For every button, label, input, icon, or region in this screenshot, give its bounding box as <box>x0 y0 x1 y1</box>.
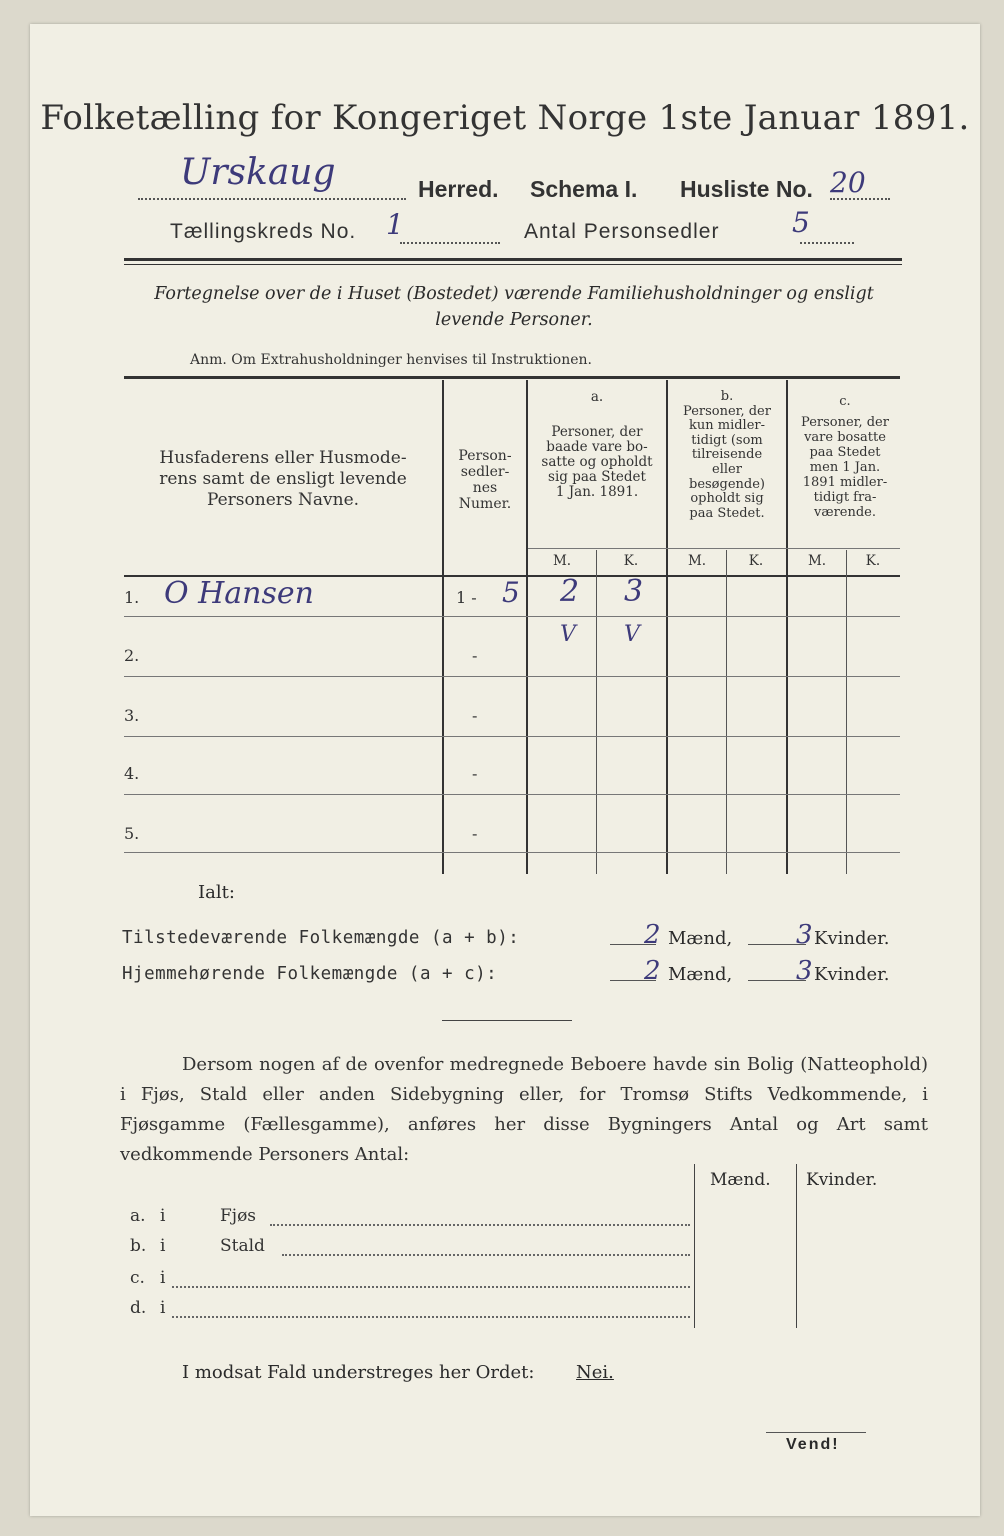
bld-row-b-label: Stald <box>220 1236 265 1256</box>
a-k-label: K. <box>623 553 639 569</box>
bld-row-a-letter: a. <box>130 1206 146 1226</box>
bld-row-a-dots <box>270 1224 690 1226</box>
bld-row-c-i: i <box>160 1268 166 1288</box>
vline-c-mk <box>846 550 847 874</box>
husliste-label: Husliste No. <box>680 176 813 202</box>
husliste-dotline <box>830 182 890 200</box>
vend-label: Vend! <box>786 1436 840 1453</box>
bld-row-b-letter: b. <box>130 1236 147 1256</box>
anm-note: Anm. Om Extrahusholdninger henvises til Instruktionen. <box>190 352 592 368</box>
row-5-num-prefix: - <box>472 824 478 843</box>
intro-line-2: levende Personer. <box>435 310 593 330</box>
row-line-3 <box>124 736 900 737</box>
total-line-2-k: 3 <box>796 956 813 986</box>
total-line-1-maend: Mænd, <box>668 928 733 949</box>
ialt-label: Ialt: <box>198 882 235 903</box>
row-3-number: 3. <box>124 706 140 725</box>
header-rule-top <box>124 258 902 261</box>
antal-label: Antal Personsedler <box>524 220 720 243</box>
intro-line-1: Fortegnelse over de i Huset (Bostedet) værende Familiehusholdninger og ensligt <box>154 284 874 304</box>
mk-top-line <box>528 548 900 549</box>
kreds-dotline <box>400 228 500 244</box>
total-line-2-maend: Mænd, <box>668 964 733 985</box>
a-m-label: M. <box>552 553 572 569</box>
total-line-1-k: 3 <box>796 920 813 950</box>
b-m-label: M. <box>687 553 707 569</box>
col-num-header: Person- sedler- nes Numer. <box>458 448 512 512</box>
bld-row-a-label: Fjøs <box>220 1206 257 1226</box>
bld-vline-1 <box>694 1164 695 1328</box>
row-line-1 <box>124 616 900 617</box>
col-c-header: c. Personer, der vare bosatte paa Stedet men 1 Jan. 1891 midler- tidigt fra- værende. <box>801 394 889 520</box>
form-title: Folketælling for Kongeriget Norge 1ste Januar 1891. <box>40 98 970 138</box>
total-line-1-m: 2 <box>644 920 661 950</box>
husliste-value: 20 <box>830 166 866 199</box>
bld-row-d-letter: d. <box>130 1298 147 1318</box>
total-line-2-label: Hjemmehørende Folkemængde (a + c): <box>122 964 498 984</box>
total-line-1-label: Tilstedeværende Folkemængde (a + b): <box>122 928 520 948</box>
vend-line <box>766 1432 866 1433</box>
row-1-number: 1. <box>124 588 140 607</box>
total-line-2-kvinder: Kvinder. <box>814 964 890 985</box>
kreds-value: 1 <box>386 208 404 241</box>
c-m-label: M. <box>807 553 827 569</box>
total-line-1-kvinder: Kvinder. <box>814 928 890 949</box>
c-k-label: K. <box>865 553 881 569</box>
row-2-a-m: V <box>560 622 576 647</box>
nei-word: Nei. <box>576 1362 614 1383</box>
bld-row-a-i: i <box>160 1206 166 1226</box>
buildings-paragraph: Dersom nogen af de ovenfor medregnede Beboere havde sin Bolig (Natteophold) i Fjøs, Stald eller anden Sidebygning eller, for Tromsø Stifts Vedkommende, i Fjøsgamme (Fællesgamme), anføres her disse Bygningers Antal og Art samt vedkommende Personers Antal: <box>120 1054 928 1165</box>
b-k-label: K. <box>748 553 764 569</box>
row-1-a-m: 2 <box>560 574 580 609</box>
bld-row-c-letter: c. <box>130 1268 145 1288</box>
modsat-text: I modsat Fald understreges her Ordet: <box>182 1362 535 1383</box>
antal-value: 5 <box>792 206 810 239</box>
row-line-5 <box>124 852 900 853</box>
bld-vline-2 <box>796 1164 797 1328</box>
row-line-2 <box>124 676 900 677</box>
schema-label: Schema I. <box>530 176 638 202</box>
row-2-a-k: V <box>624 622 640 647</box>
bld-row-d-i: i <box>160 1298 166 1318</box>
vline-a-mk <box>596 550 597 874</box>
row-5-number: 5. <box>124 824 140 843</box>
antal-dotline <box>800 228 854 244</box>
row-4-num-prefix: - <box>472 764 478 783</box>
row-1-num-prefix: 1 - <box>456 588 477 607</box>
col-a-header: a. Personer, der baade vare bo- satte og opholdt sig paa Stedet 1 Jan. 1891. <box>541 389 653 500</box>
census-form <box>30 24 980 1516</box>
kreds-label: Tællingskreds No. <box>170 220 357 243</box>
herred-value: Urskaug <box>180 152 336 193</box>
bld-col-maend: Mænd. <box>710 1170 771 1190</box>
row-line-4 <box>124 794 900 795</box>
table-top-rule <box>124 376 900 379</box>
total-line-2-m: 2 <box>644 956 661 986</box>
col-name-header: Husfaderens eller Husmode- rens samt de ensligt levende Personers Navne. <box>159 448 407 510</box>
row-4-number: 4. <box>124 764 140 783</box>
col-b-header: b. Personer, der kun midler- tidigt (som tilreisende eller besøgende) opholdt sig paa Stedet. <box>683 389 771 521</box>
row-3-num-prefix: - <box>472 706 478 725</box>
row-1-name: O Hansen <box>164 576 314 611</box>
section-divider <box>442 1020 572 1021</box>
row-2-num-prefix: - <box>472 646 478 665</box>
row-1-a-k: 3 <box>624 574 644 609</box>
bld-row-b-dots <box>282 1254 690 1256</box>
header-rule-bottom <box>124 264 902 265</box>
bld-col-kvinder: Kvinder. <box>806 1170 878 1190</box>
bld-row-c-dots <box>172 1286 690 1288</box>
herred-label: Herred. <box>418 176 499 202</box>
bld-row-d-dots <box>172 1316 690 1318</box>
row-1-num: 5 <box>502 576 520 609</box>
vline-b-mk <box>726 550 727 874</box>
row-2-number: 2. <box>124 646 140 665</box>
bld-row-b-i: i <box>160 1236 166 1256</box>
